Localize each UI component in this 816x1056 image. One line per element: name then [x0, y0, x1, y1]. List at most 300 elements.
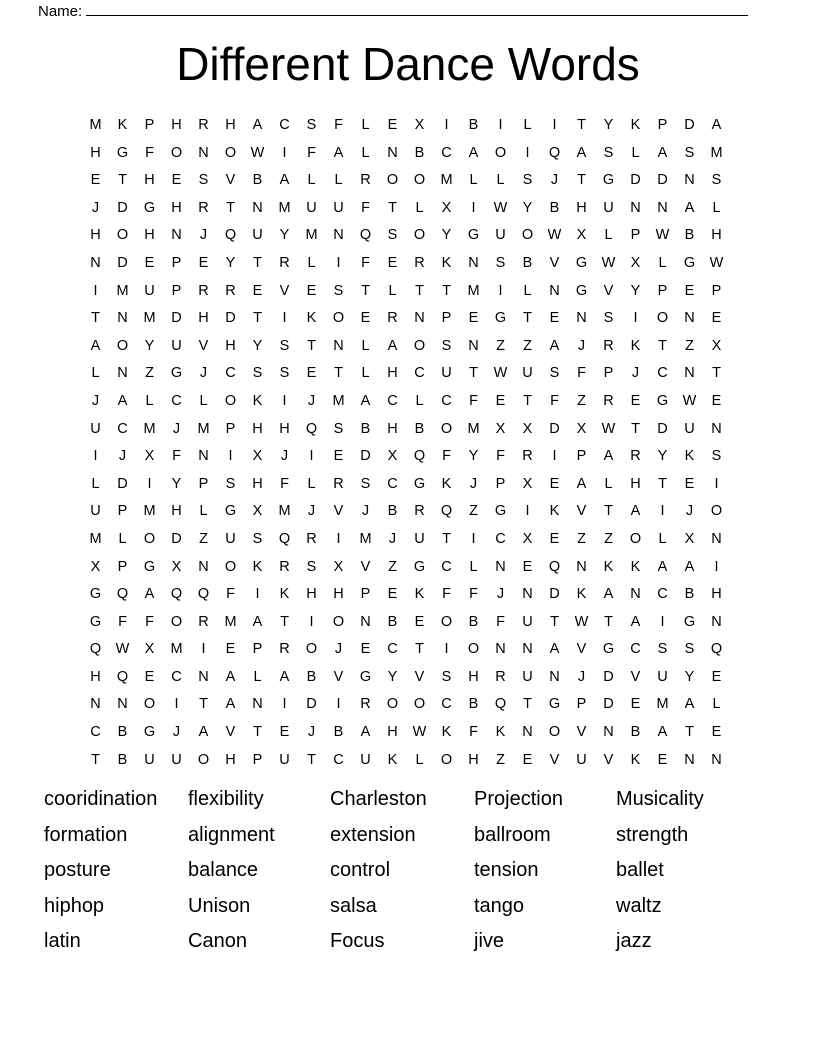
grid-cell[interactable]: K [252, 392, 263, 409]
grid-cell[interactable]: G [602, 172, 615, 189]
grid-cell[interactable]: H [144, 227, 155, 244]
grid-cell[interactable]: L [91, 475, 100, 492]
grid-cell[interactable]: L [469, 558, 478, 575]
grid-cell[interactable]: A [630, 503, 641, 520]
grid-cell[interactable]: V [576, 641, 587, 658]
grid-cell[interactable]: N [198, 144, 209, 161]
grid-cell[interactable]: X [576, 227, 587, 244]
grid-cell[interactable]: U [360, 751, 371, 768]
grid-cell[interactable]: R [279, 641, 290, 658]
grid-cell[interactable]: V [225, 724, 236, 741]
grid-cell[interactable]: Q [710, 641, 723, 658]
grid-cell[interactable]: N [252, 199, 263, 216]
grid-cell[interactable]: P [711, 282, 722, 299]
grid-cell[interactable]: A [711, 117, 722, 133]
grid-cell[interactable]: S [549, 365, 560, 382]
grid-cell[interactable]: M [359, 530, 372, 547]
grid-cell[interactable]: H [171, 503, 182, 520]
grid-cell[interactable]: B [468, 613, 479, 630]
grid-cell[interactable]: T [361, 282, 370, 299]
grid-cell[interactable]: S [279, 365, 290, 382]
grid-cell[interactable]: H [225, 337, 236, 354]
grid-cell[interactable]: H [171, 117, 182, 133]
grid-cell[interactable]: N [198, 558, 209, 575]
grid-cell[interactable]: J [631, 365, 640, 382]
grid-cell[interactable]: X [252, 503, 263, 520]
grid-cell[interactable]: M [467, 420, 480, 437]
grid-cell[interactable]: R [279, 254, 290, 271]
grid-cell[interactable]: I [471, 530, 476, 547]
grid-cell[interactable]: H [225, 117, 236, 133]
grid-cell[interactable]: H [387, 365, 398, 382]
grid-cell[interactable]: N [576, 558, 587, 575]
grid-cell[interactable]: N [657, 199, 668, 216]
grid-cell[interactable]: U [441, 365, 452, 382]
grid-cell[interactable]: H [306, 586, 317, 603]
grid-cell[interactable]: F [442, 448, 451, 465]
grid-cell[interactable]: U [522, 613, 533, 630]
grid-cell[interactable]: G [359, 668, 372, 685]
grid-cell[interactable]: U [90, 503, 101, 520]
grid-cell[interactable]: K [495, 724, 506, 741]
grid-cell[interactable]: E [495, 392, 506, 409]
grid-cell[interactable]: A [252, 117, 263, 133]
grid-cell[interactable]: H [630, 475, 641, 492]
grid-cell[interactable]: I [633, 310, 638, 327]
grid-cell[interactable]: I [525, 144, 530, 161]
grid-cell[interactable]: C [90, 724, 101, 741]
grid-cell[interactable]: Z [199, 530, 208, 547]
grid-cell[interactable]: J [388, 530, 397, 547]
grid-cell[interactable]: P [576, 448, 587, 465]
grid-cell[interactable]: B [360, 420, 371, 437]
grid-cell[interactable]: E [387, 586, 398, 603]
grid-cell[interactable]: G [602, 641, 615, 658]
grid-cell[interactable]: O [224, 558, 237, 575]
grid-cell[interactable]: E [198, 254, 209, 271]
grid-cell[interactable]: J [307, 392, 316, 409]
grid-cell[interactable]: D [549, 586, 560, 603]
grid-cell[interactable]: H [576, 199, 587, 216]
grid-cell[interactable]: A [549, 641, 560, 658]
grid-cell[interactable]: G [89, 613, 102, 630]
grid-cell[interactable]: K [630, 751, 641, 768]
grid-cell[interactable]: N [522, 586, 533, 603]
grid-cell[interactable]: K [441, 724, 452, 741]
grid-cell[interactable]: N [171, 227, 182, 244]
grid-cell[interactable]: X [414, 117, 425, 133]
grid-cell[interactable]: Z [523, 337, 532, 354]
grid-cell[interactable]: L [361, 117, 370, 133]
grid-cell[interactable]: V [360, 558, 371, 575]
grid-cell[interactable]: S [198, 172, 209, 189]
grid-cell[interactable]: U [495, 227, 506, 244]
grid-cell[interactable]: X [630, 254, 641, 271]
grid-cell[interactable]: E [684, 475, 695, 492]
grid-cell[interactable]: N [684, 172, 695, 189]
grid-cell[interactable]: L [361, 365, 370, 382]
grid-cell[interactable]: Q [116, 668, 129, 685]
grid-cell[interactable]: N [117, 696, 128, 713]
grid-cell[interactable]: D [117, 475, 128, 492]
grid-cell[interactable]: A [549, 337, 560, 354]
grid-cell[interactable]: D [684, 117, 695, 133]
grid-cell[interactable]: F [307, 144, 316, 161]
grid-cell[interactable]: N [711, 751, 722, 768]
grid-cell[interactable]: H [468, 668, 479, 685]
grid-cell[interactable]: N [333, 337, 344, 354]
grid-cell[interactable]: R [225, 282, 236, 299]
grid-cell[interactable]: K [549, 503, 560, 520]
grid-cell[interactable]: F [469, 724, 478, 741]
grid-cell[interactable]: P [657, 117, 668, 133]
grid-cell[interactable]: I [174, 696, 179, 713]
grid-cell[interactable]: I [552, 117, 557, 133]
grid-cell[interactable]: T [577, 117, 586, 133]
grid-cell[interactable]: F [496, 613, 505, 630]
grid-cell[interactable]: T [253, 254, 262, 271]
grid-cell[interactable]: A [360, 392, 371, 409]
grid-cell[interactable]: D [360, 448, 371, 465]
grid-cell[interactable]: O [332, 310, 345, 327]
grid-cell[interactable]: I [498, 282, 503, 299]
grid-cell[interactable]: S [306, 558, 317, 575]
grid-cell[interactable]: T [658, 337, 667, 354]
grid-cell[interactable]: T [415, 641, 424, 658]
grid-cell[interactable]: T [604, 503, 613, 520]
grid-cell[interactable]: V [333, 668, 344, 685]
grid-cell[interactable]: B [252, 172, 263, 189]
grid-cell[interactable]: S [333, 282, 344, 299]
grid-cell[interactable]: J [280, 448, 289, 465]
grid-cell[interactable]: D [603, 668, 614, 685]
grid-cell[interactable]: D [306, 696, 317, 713]
grid-cell[interactable]: S [441, 668, 452, 685]
grid-cell[interactable]: T [307, 337, 316, 354]
grid-cell[interactable]: P [495, 475, 506, 492]
grid-cell[interactable]: F [118, 613, 127, 630]
grid-cell[interactable]: L [631, 144, 640, 161]
grid-cell[interactable]: G [656, 392, 669, 409]
grid-cell[interactable]: K [603, 558, 614, 575]
grid-cell[interactable]: O [224, 392, 237, 409]
grid-cell[interactable]: N [522, 724, 533, 741]
grid-cell[interactable]: Y [171, 475, 182, 492]
grid-cell[interactable]: X [144, 448, 155, 465]
grid-cell[interactable]: T [523, 392, 532, 409]
grid-cell[interactable]: R [306, 530, 317, 547]
grid-cell[interactable]: Z [685, 337, 694, 354]
grid-cell[interactable]: P [576, 696, 587, 713]
grid-cell[interactable]: Y [657, 448, 668, 465]
grid-cell[interactable]: T [199, 696, 208, 713]
grid-cell[interactable]: L [199, 503, 208, 520]
grid-cell[interactable]: L [361, 337, 370, 354]
grid-cell[interactable]: T [442, 282, 451, 299]
grid-cell[interactable]: T [334, 365, 343, 382]
grid-cell[interactable]: A [90, 337, 101, 354]
grid-cell[interactable]: J [172, 420, 181, 437]
grid-cell[interactable]: F [496, 448, 505, 465]
grid-cell[interactable]: T [307, 751, 316, 768]
grid-cell[interactable]: S [252, 365, 263, 382]
grid-cell[interactable]: O [629, 530, 642, 547]
grid-cell[interactable]: J [469, 475, 478, 492]
grid-cell[interactable]: N [522, 641, 533, 658]
grid-cell[interactable]: A [225, 696, 236, 713]
grid-cell[interactable]: L [415, 392, 424, 409]
grid-cell[interactable]: M [89, 530, 102, 547]
grid-cell[interactable]: A [576, 475, 587, 492]
grid-cell[interactable]: A [333, 144, 344, 161]
grid-cell[interactable]: E [684, 282, 695, 299]
grid-cell[interactable]: Y [603, 117, 614, 133]
grid-cell[interactable]: F [226, 586, 235, 603]
grid-cell[interactable]: V [414, 668, 425, 685]
grid-cell[interactable]: W [682, 392, 697, 409]
grid-cell[interactable]: P [657, 282, 668, 299]
grid-cell[interactable]: C [279, 117, 290, 133]
grid-cell[interactable]: P [441, 310, 452, 327]
grid-cell[interactable]: X [171, 558, 182, 575]
grid-cell[interactable]: M [467, 282, 480, 299]
grid-cell[interactable]: N [711, 530, 722, 547]
grid-cell[interactable]: I [336, 530, 341, 547]
grid-cell[interactable]: W [655, 227, 670, 244]
grid-cell[interactable]: L [253, 668, 262, 685]
grid-cell[interactable]: K [252, 558, 263, 575]
grid-cell[interactable]: C [333, 751, 344, 768]
grid-cell[interactable]: K [630, 558, 641, 575]
grid-cell[interactable]: T [604, 613, 613, 630]
grid-cell[interactable]: H [333, 586, 344, 603]
grid-cell[interactable]: Y [468, 448, 479, 465]
grid-cell[interactable]: P [252, 641, 263, 658]
grid-cell[interactable]: L [307, 254, 316, 271]
grid-cell[interactable]: U [252, 227, 263, 244]
grid-cell[interactable]: T [712, 365, 721, 382]
grid-cell[interactable]: C [441, 144, 452, 161]
grid-cell[interactable]: S [225, 475, 236, 492]
grid-cell[interactable]: L [712, 199, 721, 216]
grid-cell[interactable]: H [90, 668, 101, 685]
grid-cell[interactable]: O [386, 172, 399, 189]
word-search-grid[interactable] [82, 112, 730, 774]
grid-cell[interactable]: B [414, 420, 425, 437]
grid-cell[interactable]: G [413, 475, 426, 492]
grid-cell[interactable]: K [630, 337, 641, 354]
grid-cell[interactable]: N [117, 365, 128, 382]
grid-cell[interactable]: A [198, 724, 209, 741]
grid-cell[interactable]: X [333, 558, 344, 575]
grid-cell[interactable]: O [467, 641, 480, 658]
grid-cell[interactable]: N [684, 751, 695, 768]
grid-cell[interactable]: G [683, 254, 696, 271]
grid-cell[interactable]: Y [684, 668, 695, 685]
grid-cell[interactable]: N [684, 365, 695, 382]
grid-cell[interactable]: D [171, 530, 182, 547]
grid-cell[interactable]: V [549, 254, 560, 271]
grid-cell[interactable]: R [495, 668, 506, 685]
grid-cell[interactable]: K [306, 310, 317, 327]
grid-cell[interactable]: A [279, 172, 290, 189]
grid-cell[interactable]: I [498, 117, 503, 133]
grid-cell[interactable]: H [387, 420, 398, 437]
grid-cell[interactable]: W [493, 199, 508, 216]
grid-cell[interactable]: B [684, 227, 695, 244]
grid-cell[interactable]: T [253, 310, 262, 327]
grid-cell[interactable]: L [658, 530, 667, 547]
grid-cell[interactable]: Q [224, 227, 237, 244]
grid-cell[interactable]: Z [577, 530, 586, 547]
grid-cell[interactable]: E [549, 310, 560, 327]
grid-cell[interactable]: M [224, 613, 237, 630]
grid-cell[interactable]: U [144, 282, 155, 299]
grid-cell[interactable]: D [630, 172, 641, 189]
grid-cell[interactable]: T [388, 199, 397, 216]
grid-cell[interactable]: M [305, 227, 318, 244]
grid-cell[interactable]: E [711, 668, 722, 685]
grid-cell[interactable]: A [360, 724, 371, 741]
grid-cell[interactable]: O [413, 172, 426, 189]
grid-cell[interactable]: O [197, 751, 210, 768]
grid-cell[interactable]: N [549, 668, 560, 685]
grid-cell[interactable]: F [334, 117, 343, 133]
name-write-in-line[interactable] [86, 2, 748, 16]
grid-cell[interactable]: Y [279, 227, 290, 244]
grid-cell[interactable]: J [577, 337, 586, 354]
grid-cell[interactable]: R [360, 172, 371, 189]
grid-cell[interactable]: F [145, 613, 154, 630]
grid-cell[interactable]: K [441, 475, 452, 492]
grid-cell[interactable]: I [471, 199, 476, 216]
grid-cell[interactable]: H [711, 227, 722, 244]
grid-cell[interactable]: A [657, 144, 668, 161]
grid-cell[interactable]: I [714, 475, 719, 492]
grid-cell[interactable]: L [388, 282, 397, 299]
grid-cell[interactable]: Z [145, 365, 154, 382]
grid-cell[interactable]: S [387, 227, 398, 244]
grid-cell[interactable]: E [360, 641, 371, 658]
grid-cell[interactable]: B [468, 696, 479, 713]
grid-cell[interactable]: F [442, 586, 451, 603]
grid-cell[interactable]: C [117, 420, 128, 437]
grid-cell[interactable]: A [684, 199, 695, 216]
grid-cell[interactable]: X [522, 530, 533, 547]
grid-cell[interactable]: N [414, 310, 425, 327]
grid-cell[interactable]: V [576, 503, 587, 520]
grid-cell[interactable]: F [145, 144, 154, 161]
grid-cell[interactable]: N [468, 337, 479, 354]
grid-cell[interactable]: G [170, 365, 183, 382]
grid-cell[interactable]: T [226, 199, 235, 216]
grid-cell[interactable]: X [252, 448, 263, 465]
grid-cell[interactable]: Z [604, 530, 613, 547]
grid-cell[interactable]: K [684, 448, 695, 465]
grid-cell[interactable]: U [333, 199, 344, 216]
grid-cell[interactable]: I [147, 475, 152, 492]
grid-cell[interactable]: E [522, 751, 533, 768]
grid-cell[interactable]: M [116, 282, 129, 299]
grid-cell[interactable]: G [116, 144, 129, 161]
grid-cell[interactable]: O [440, 420, 453, 437]
grid-cell[interactable]: Q [89, 641, 102, 658]
grid-cell[interactable]: M [278, 503, 291, 520]
grid-cell[interactable]: Z [577, 392, 586, 409]
grid-cell[interactable]: I [93, 282, 98, 299]
grid-cell[interactable]: F [172, 448, 181, 465]
grid-cell[interactable]: A [117, 392, 128, 409]
grid-cell[interactable]: G [143, 724, 156, 741]
grid-cell[interactable]: I [660, 613, 665, 630]
grid-cell[interactable]: Q [116, 586, 129, 603]
grid-cell[interactable]: B [117, 724, 128, 741]
grid-cell[interactable]: E [414, 613, 425, 630]
grid-cell[interactable]: N [333, 227, 344, 244]
grid-cell[interactable]: C [387, 641, 398, 658]
grid-cell[interactable]: K [117, 117, 128, 133]
grid-cell[interactable]: U [171, 751, 182, 768]
grid-cell[interactable]: X [684, 530, 695, 547]
grid-cell[interactable]: Q [170, 586, 183, 603]
grid-cell[interactable]: U [225, 530, 236, 547]
grid-cell[interactable]: Q [278, 530, 291, 547]
grid-cell[interactable]: U [603, 199, 614, 216]
grid-cell[interactable]: R [630, 448, 641, 465]
grid-cell[interactable]: K [414, 586, 425, 603]
grid-cell[interactable]: C [657, 365, 668, 382]
grid-cell[interactable]: U [657, 668, 668, 685]
grid-cell[interactable]: V [603, 751, 614, 768]
grid-cell[interactable]: T [685, 724, 694, 741]
grid-cell[interactable]: V [549, 751, 560, 768]
grid-cell[interactable]: W [115, 641, 130, 658]
grid-cell[interactable]: J [172, 724, 181, 741]
grid-cell[interactable]: N [603, 724, 614, 741]
grid-cell[interactable]: E [711, 392, 722, 409]
grid-cell[interactable]: R [198, 117, 209, 133]
grid-cell[interactable]: T [658, 475, 667, 492]
grid-cell[interactable]: F [361, 199, 370, 216]
grid-cell[interactable]: C [441, 696, 452, 713]
grid-cell[interactable]: Z [469, 503, 478, 520]
grid-cell[interactable]: A [684, 696, 695, 713]
grid-cell[interactable]: I [282, 392, 287, 409]
grid-cell[interactable]: K [576, 586, 587, 603]
grid-cell[interactable]: P [603, 365, 614, 382]
grid-cell[interactable]: U [522, 365, 533, 382]
grid-cell[interactable]: U [306, 199, 317, 216]
grid-cell[interactable]: E [468, 310, 479, 327]
grid-cell[interactable]: Y [630, 282, 641, 299]
grid-cell[interactable]: E [522, 558, 533, 575]
grid-cell[interactable]: X [522, 475, 533, 492]
grid-cell[interactable]: C [171, 392, 182, 409]
grid-cell[interactable]: R [603, 337, 614, 354]
grid-cell[interactable]: S [279, 337, 290, 354]
grid-cell[interactable]: H [279, 420, 290, 437]
grid-cell[interactable]: S [684, 144, 695, 161]
grid-cell[interactable]: Z [496, 751, 505, 768]
grid-cell[interactable]: O [494, 144, 507, 161]
grid-cell[interactable]: X [711, 337, 722, 354]
grid-cell[interactable]: L [307, 475, 316, 492]
grid-cell[interactable]: N [576, 310, 587, 327]
grid-cell[interactable]: T [631, 420, 640, 437]
grid-cell[interactable]: B [117, 751, 128, 768]
grid-cell[interactable]: P [171, 254, 182, 271]
grid-cell[interactable]: X [495, 420, 506, 437]
